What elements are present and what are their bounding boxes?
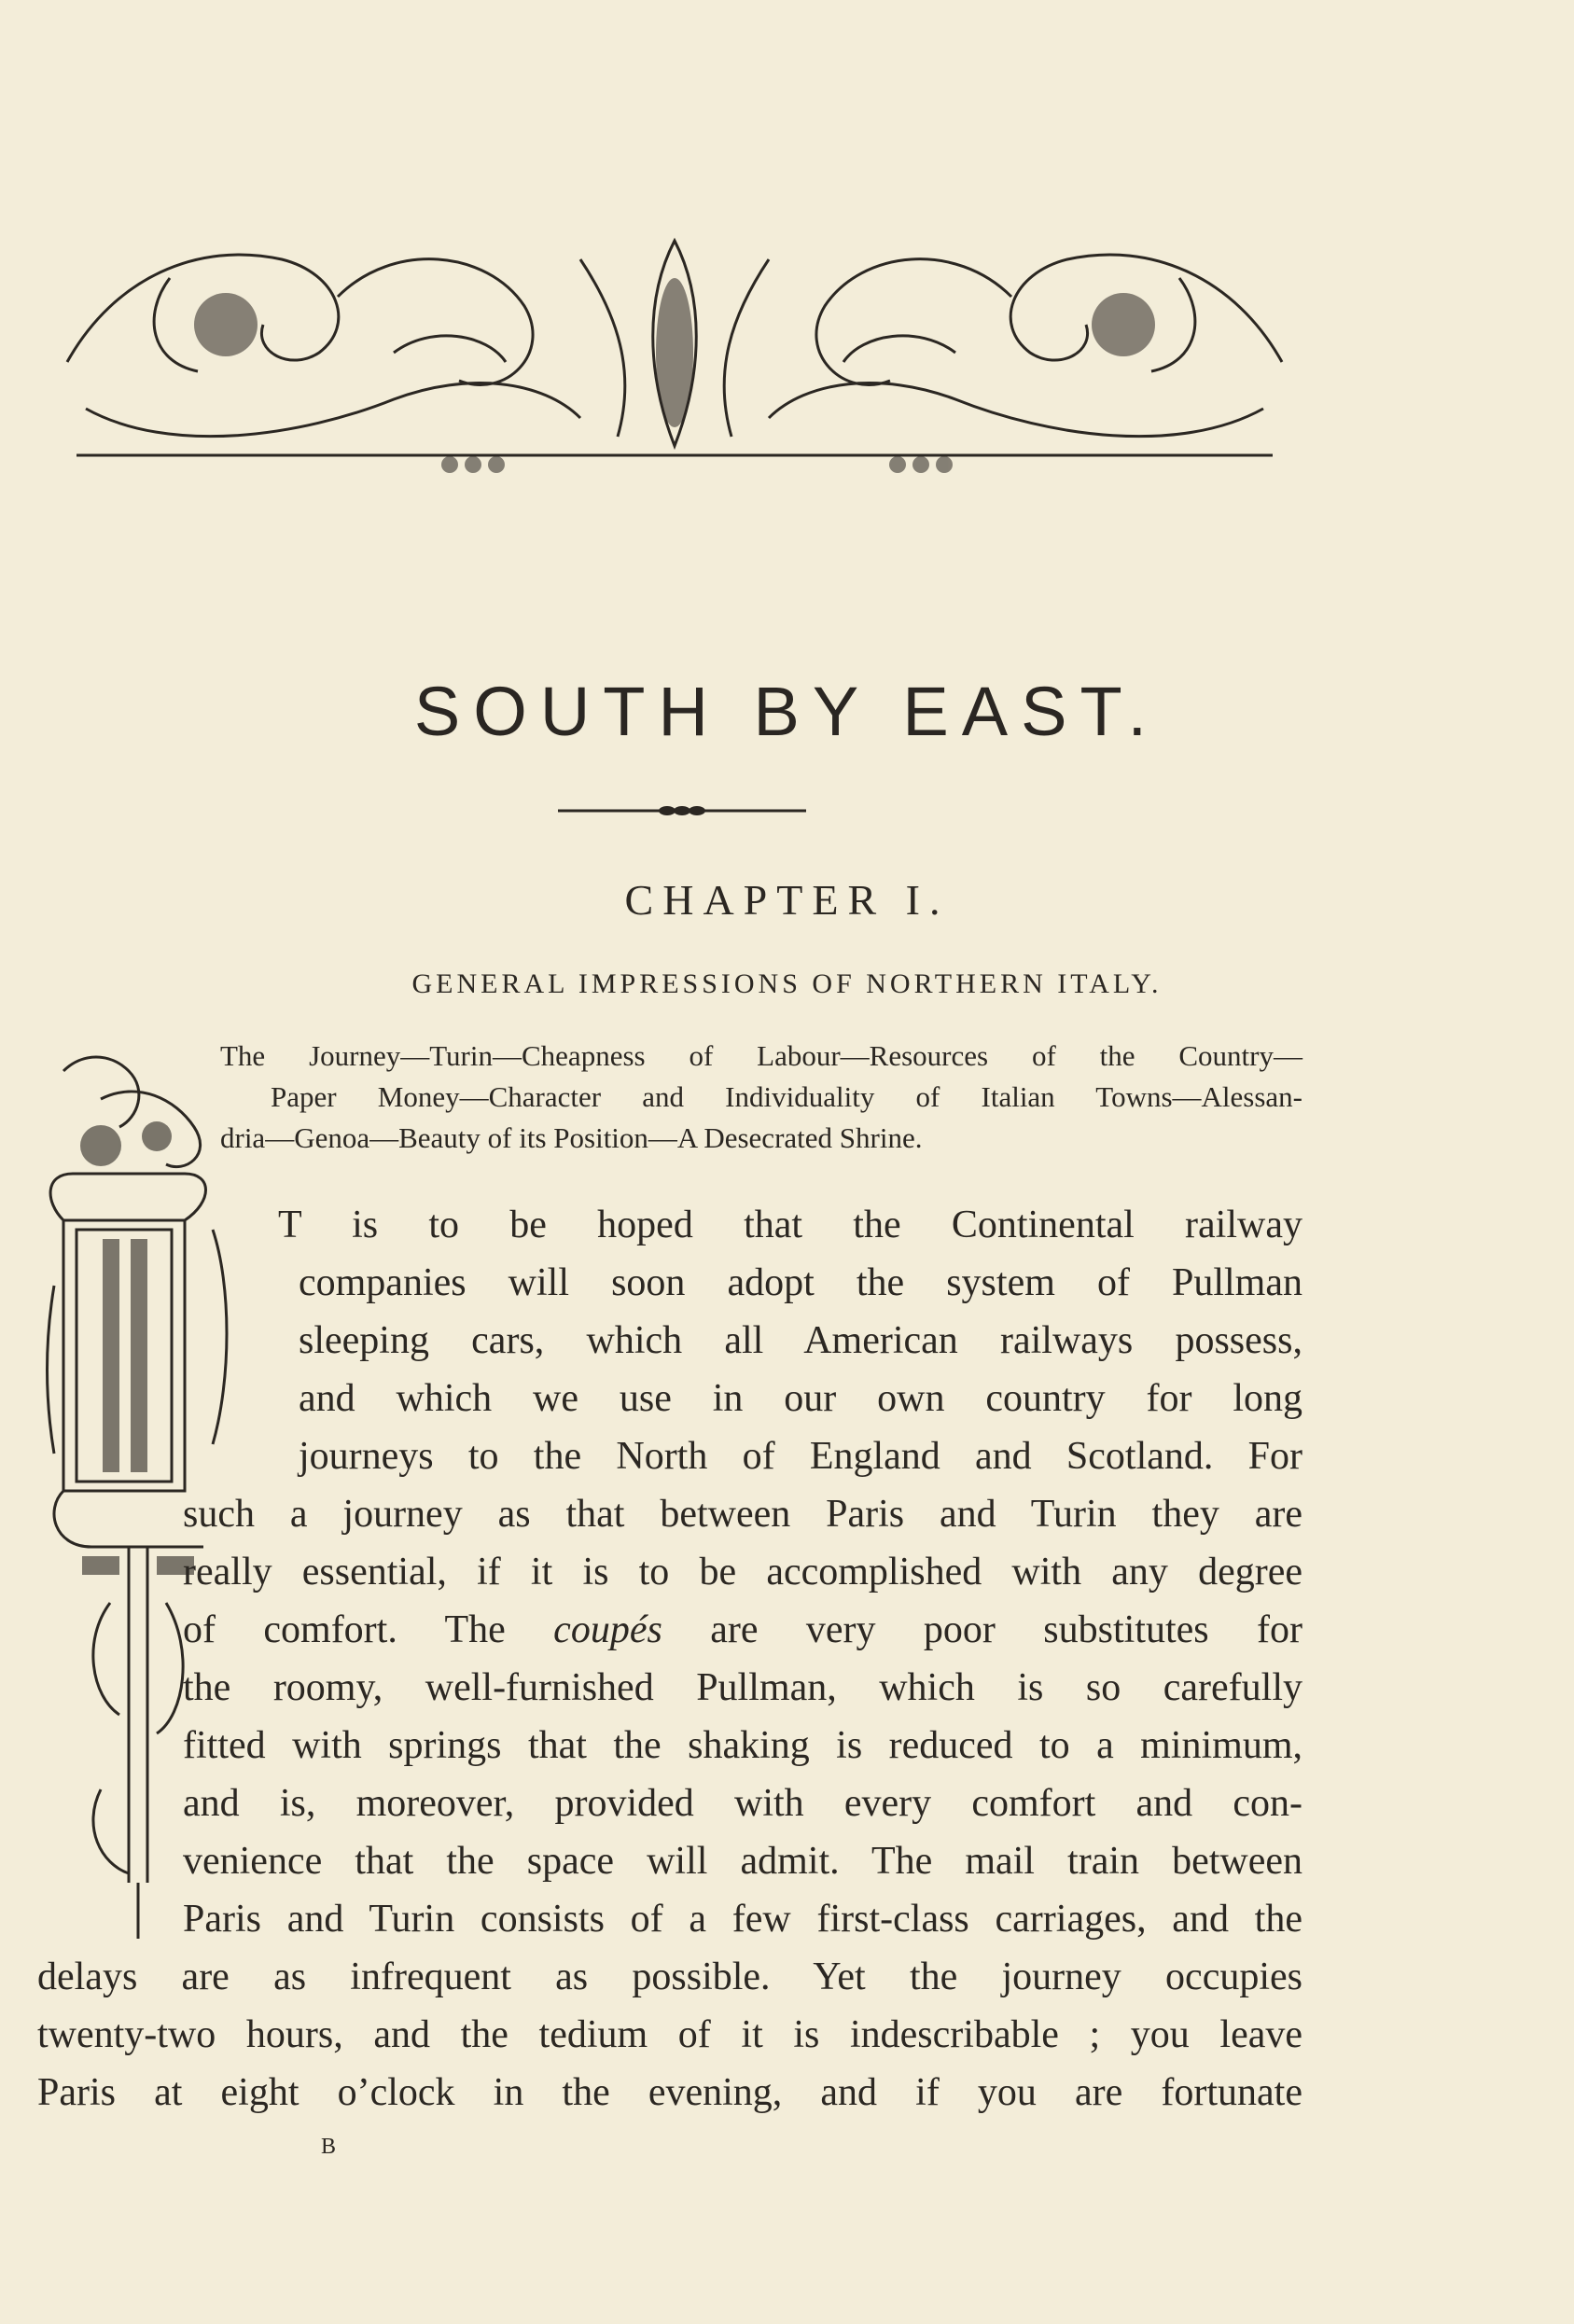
chapter-subtitle: GENERAL IMPRESSIONS OF NORTHERN ITALY. [411, 968, 1163, 999]
text-line: sleeping cars, which all American railways possess, [299, 1319, 1302, 1362]
text-line: twenty-two hours, and the tedium of it is indescribable ; you leave [37, 2013, 1302, 2056]
text-line: journeys to the North of England and Scotland. For [299, 1435, 1302, 1478]
synopsis-line: dria—Genoa—Beauty of its Position—A Desecrated Shrine. [220, 1121, 923, 1154]
synopsis-line: The Journey—Turin—Cheapness of Labour—Resources of the Country— [220, 1039, 1302, 1072]
text-line: Paris and Turin consists of a few first-class carriages, and the [183, 1898, 1302, 1941]
text-line: fitted with springs that the shaking is reduced to a minimum, [183, 1724, 1302, 1767]
decorative-rule [558, 804, 806, 817]
synopsis-line: Paper Money—Character and Individuality of Italian Towns—Alessan- [271, 1080, 1302, 1113]
text-line: T is to be hoped that the Continental railway [278, 1204, 1302, 1246]
text-line: venience that the space will admit. The mail train between [183, 1840, 1302, 1883]
text-line: really essential, if it is to be accomplished with any degree [183, 1551, 1302, 1593]
page-title: SOUTH BY EAST. [413, 673, 1161, 750]
text-line: Paris at eight o’clock in the evening, and if you are fortunate [37, 2071, 1302, 2114]
text-line: such a journey as that between Paris and Turin they are [183, 1493, 1302, 1536]
chapter-heading: CHAPTER I. [624, 876, 950, 924]
italic-word: coupés [553, 1608, 662, 1651]
text-line: companies will soon adopt the system of Pullman [299, 1261, 1302, 1304]
text-line: and which we use in our own country for long [299, 1377, 1302, 1420]
chapter-synopsis [220, 1036, 1302, 1159]
text-line: the roomy, well-furnished Pullman, which is so carefully [183, 1666, 1302, 1709]
text-line: and is, moreover, provided with every comfort and con- [183, 1782, 1302, 1825]
ornamental-headpiece [58, 222, 1291, 485]
text-line: delays are as infrequent as possible. Yet the journey occupies [37, 1955, 1302, 1998]
signature-mark: B [321, 2135, 339, 2159]
foliage-ornament-icon [58, 222, 1291, 485]
text-line: of comfort. The coupés are very poor substitutes for [183, 1608, 1302, 1651]
